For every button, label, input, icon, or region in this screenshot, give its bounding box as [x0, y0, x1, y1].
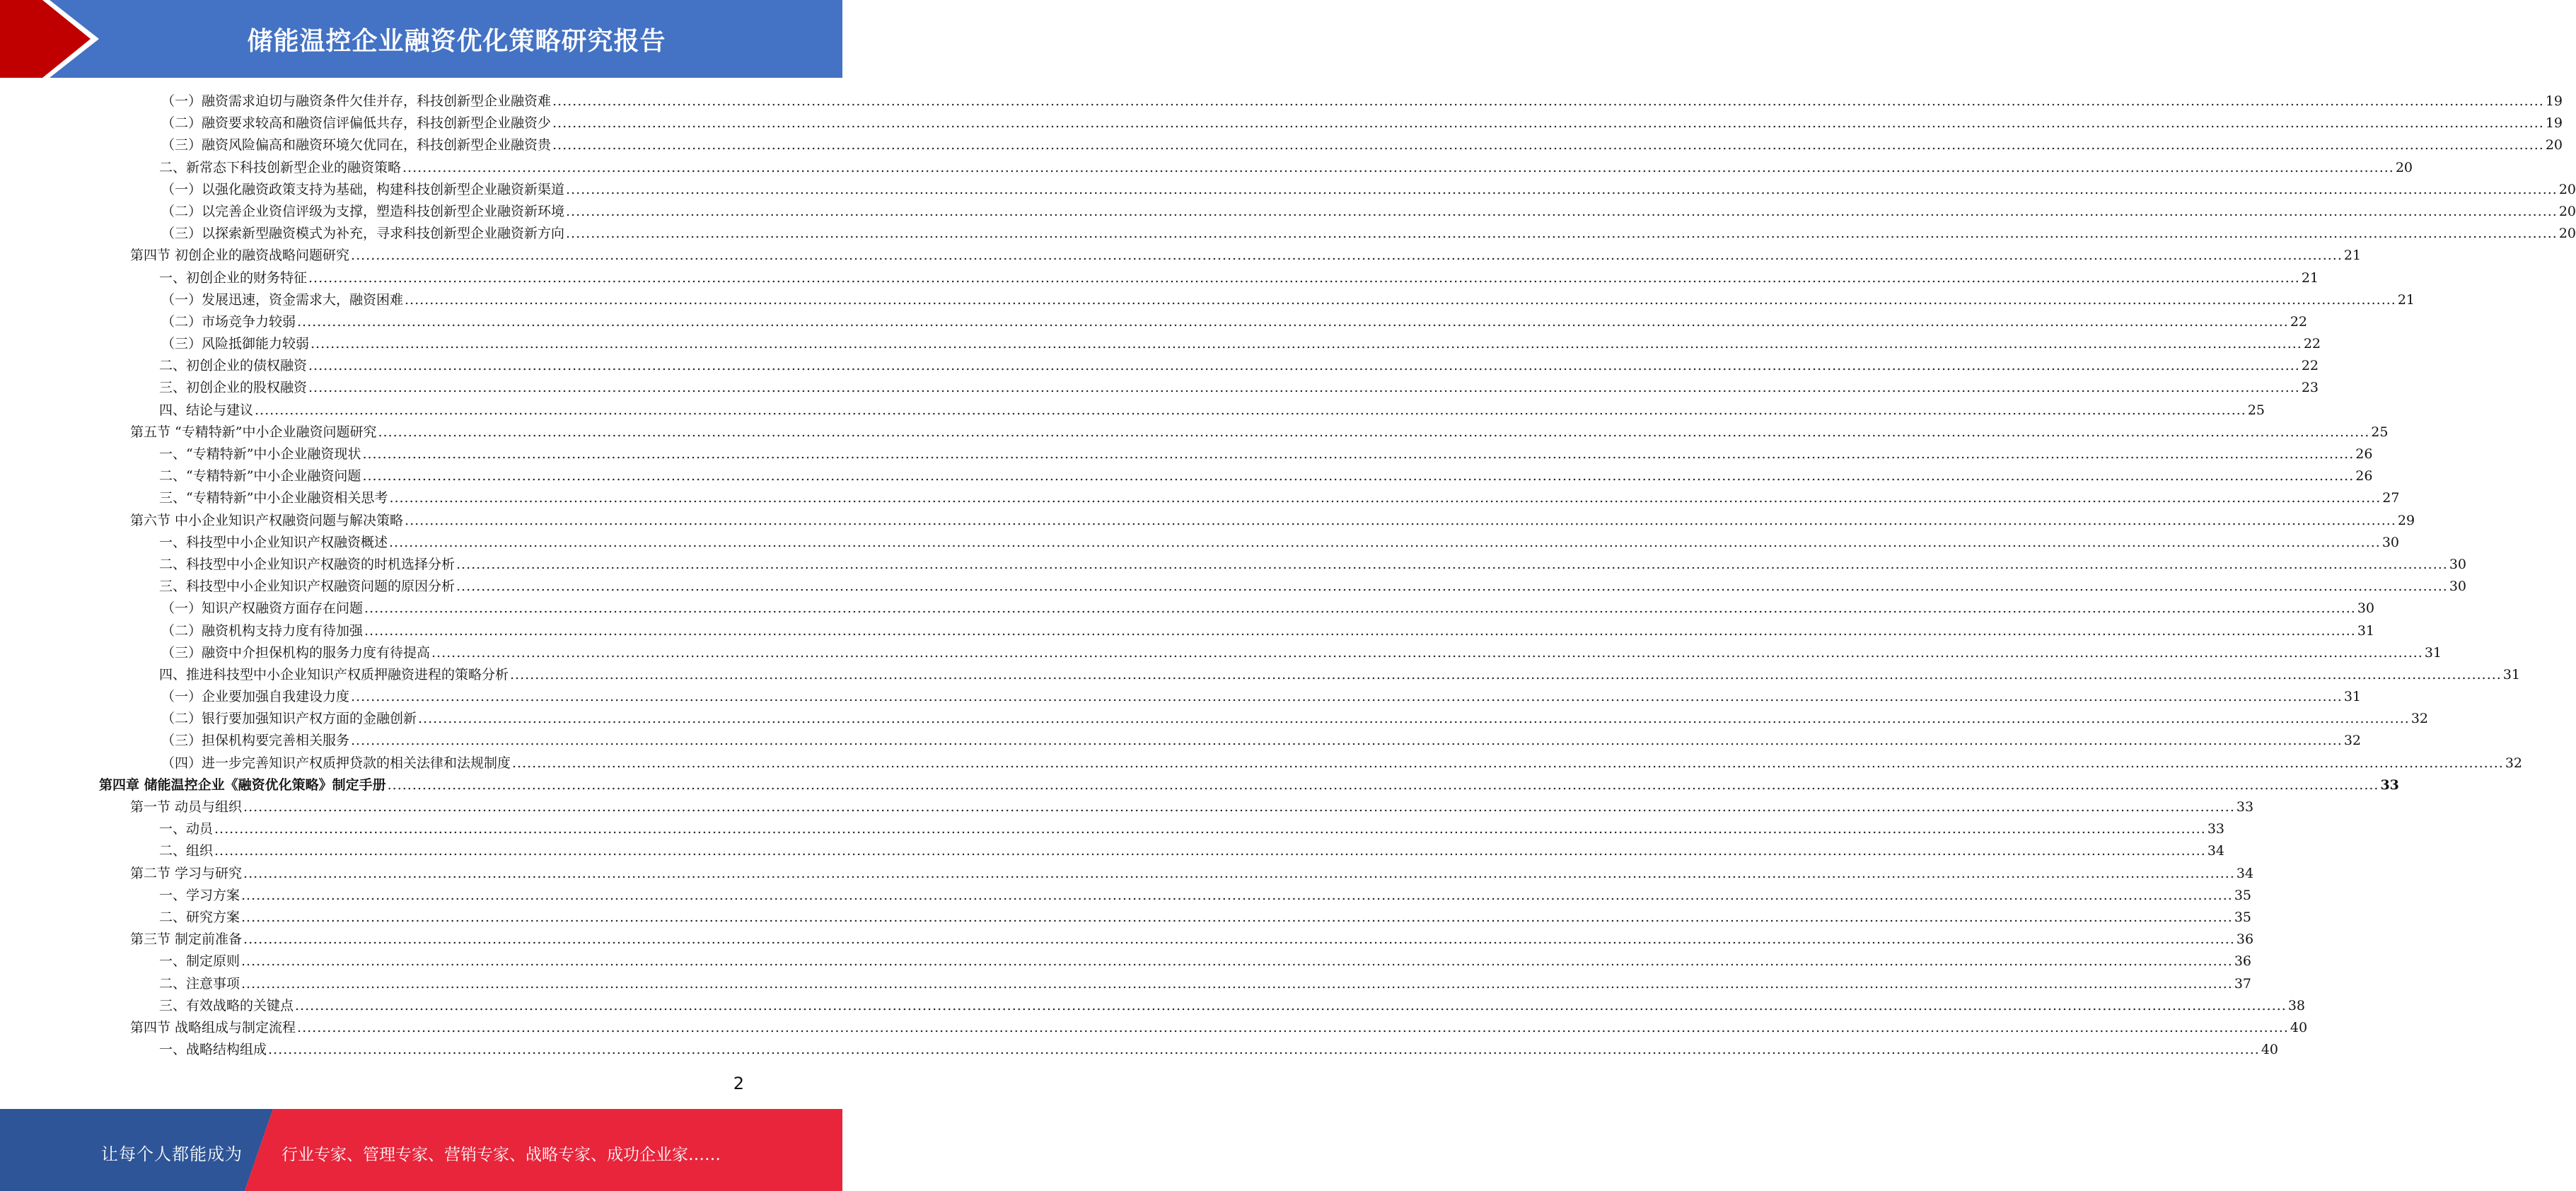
toc-dot-leader: ................................................................................................................................................................................................................................................................................................................................................................................................................ — [351, 689, 2343, 705]
toc-entry-title: 二、新常态下科技创新型企业的融资策略 — [159, 159, 402, 175]
toc-entry-title: 第五节 “专精特新”中小企业融资问题研究 — [130, 424, 377, 440]
toc-entry-page: 33 — [2236, 799, 2254, 815]
toc-entry-title: （三）融资中介担保机构的服务力度有待提高 — [161, 644, 431, 661]
toc-entry[interactable] — [99, 179, 2576, 201]
toc-entry[interactable] — [99, 223, 2576, 245]
page-header — [0, 0, 842, 78]
toc-entry[interactable] — [99, 686, 2362, 708]
toc-entry-title: 第四节 战略组成与制定流程 — [130, 1019, 296, 1035]
toc-dot-leader: ................................................................................................................................................................................................................................................................................................................................................................................................................ — [241, 975, 2233, 992]
toc-entry-page: 21 — [2397, 291, 2415, 308]
toc-dot-leader: ................................................................................................................................................................................................................................................................................................................................................................................................................ — [552, 137, 2544, 153]
toc-dot-leader: ................................................................................................................................................................................................................................................................................................................................................................................................................ — [552, 115, 2544, 132]
toc-entry-page: 35 — [2234, 887, 2252, 903]
toc-entry-page: 25 — [2247, 402, 2265, 418]
toc-dot-leader: ................................................................................................................................................................................................................................................................................................................................................................................................................ — [364, 600, 2356, 617]
toc-entry-page: 20 — [2558, 181, 2576, 197]
toc-dot-leader: ................................................................................................................................................................................................................................................................................................................................................................................................................ — [308, 380, 2300, 396]
toc-entry-title: （三）融资风险偏高和融资环境欠优同在，科技创新型企业融资贵 — [161, 137, 552, 153]
toc-entry-page: 21 — [2301, 269, 2319, 286]
footer-slogan-left: 让每个人都能成为 — [101, 1144, 243, 1164]
toc-entry[interactable] — [99, 1017, 2308, 1039]
toc-entry-title: 二、科技型中小企业知识产权融资的时机选择分析 — [159, 556, 456, 572]
toc-dot-leader: ................................................................................................................................................................................................................................................................................................................................................................................................................ — [243, 799, 2235, 815]
toc-entry-page: 30 — [2449, 556, 2467, 572]
toc-entry-title: 三、科技型中小企业知识产权融资问题的原因分析 — [159, 579, 456, 595]
toc-dot-leader: ................................................................................................................................................................................................................................................................................................................................................................................................................ — [566, 203, 2558, 219]
toc-entry-title: 四、推进科技型中小企业知识产权质押融资进程的策略分析 — [159, 666, 509, 682]
toc-entry[interactable] — [99, 576, 2467, 598]
toc-entry-page: 34 — [2207, 843, 2225, 859]
toc-entry-page: 19 — [2545, 115, 2563, 132]
toc-dot-leader: ................................................................................................................................................................................................................................................................................................................................................................................................................ — [431, 644, 2423, 661]
toc-entry-title: 二、组织 — [159, 843, 214, 859]
toc-entry-title: 一、战略结构组成 — [159, 1042, 267, 1058]
toc-entry-page: 36 — [2236, 931, 2254, 948]
toc-entry[interactable] — [99, 642, 2442, 664]
toc-entry-page: 20 — [2558, 203, 2576, 219]
toc-entry-title: （一）融资需求迫切与融资条件欠佳并存，科技创新型企业融资难 — [161, 93, 552, 109]
toc-entry-title: 第三节 制定前准备 — [130, 931, 243, 948]
toc-entry-page: 32 — [2343, 733, 2362, 749]
toc-entry-title: （三）担保机构要完善相关服务 — [161, 733, 350, 749]
toc-entry[interactable] — [99, 377, 2319, 399]
toc-entry[interactable] — [99, 267, 2319, 289]
page-number: 2 — [733, 1074, 744, 1093]
toc-dot-leader: ................................................................................................................................................................................................................................................................................................................................................................................................................ — [362, 468, 2355, 484]
toc-dot-leader: ................................................................................................................................................................................................................................................................................................................................................................................................................ — [297, 1019, 2289, 1035]
toc-entry[interactable] — [99, 796, 2254, 818]
toc-entry-page: 36 — [2234, 953, 2252, 970]
toc-entry-page: 26 — [2355, 468, 2373, 484]
toc-dot-leader: ................................................................................................................................................................................................................................................................................................................................................................................................................ — [214, 821, 2206, 837]
toc-dot-leader: ................................................................................................................................................................................................................................................................................................................................................................................................................ — [387, 777, 2379, 793]
toc-entry[interactable] — [99, 863, 2254, 885]
toc-entry-page: 30 — [2449, 579, 2467, 595]
toc-entry-page: 34 — [2236, 865, 2254, 881]
toc-dot-leader: ................................................................................................................................................................................................................................................................................................................................................................................................................ — [351, 248, 2343, 264]
toc-entry-page: 31 — [2343, 689, 2362, 705]
toc-entry-page: 30 — [2381, 534, 2400, 550]
toc-dot-leader: ................................................................................................................................................................................................................................................................................................................................................................................................................ — [552, 93, 2544, 109]
toc-dot-leader: ................................................................................................................................................................................................................................................................................................................................................................................................................ — [456, 556, 2448, 572]
toc-entry-page: 32 — [2505, 755, 2523, 771]
toc-dot-leader: ................................................................................................................................................................................................................................................................................................................................................................................................................ — [362, 446, 2355, 462]
toc-entry-page: 33 — [2380, 777, 2399, 793]
toc-entry-title: 三、初创企业的股权融资 — [159, 380, 308, 396]
toc-dot-leader: ................................................................................................................................................................................................................................................................................................................................................................................................................ — [311, 336, 2302, 352]
toc-entry-page: 21 — [2343, 248, 2362, 264]
toc-dot-leader: ................................................................................................................................................................................................................................................................................................................................................................................................................ — [405, 291, 2396, 308]
toc-entry-page: 40 — [2290, 1019, 2308, 1035]
toc-entry-title: 第六节 中小企业知识产权融资问题与解决策略 — [130, 512, 404, 528]
toc-dot-leader: ................................................................................................................................................................................................................................................................................................................................................................................................................ — [241, 909, 2233, 925]
toc-entry[interactable] — [99, 951, 2252, 972]
toc-dot-leader: ................................................................................................................................................................................................................................................................................................................................................................................................................ — [243, 931, 2235, 948]
toc-dot-leader: ................................................................................................................................................................................................................................................................................................................................................................................................................ — [364, 622, 2356, 639]
toc-dot-leader: ................................................................................................................................................................................................................................................................................................................................................................................................................ — [418, 711, 2410, 727]
toc-entry[interactable] — [99, 400, 2265, 422]
toc-entry-page: 20 — [2395, 159, 2413, 175]
toc-entry-title: 一、科技型中小企业知识产权融资概述 — [159, 534, 388, 550]
toc-dot-leader: ................................................................................................................................................................................................................................................................................................................................................................................................................ — [297, 313, 2289, 330]
toc-entry[interactable] — [99, 112, 2563, 134]
footer-slogan-right: 行业专家、管理专家、营销专家、战略专家、成功企业家…… — [282, 1146, 721, 1164]
toc-entry-page: 38 — [2287, 997, 2306, 1013]
toc-entry[interactable] — [99, 730, 2362, 752]
toc-entry[interactable] — [99, 157, 2413, 179]
toc-dot-leader: ................................................................................................................................................................................................................................................................................................................................................................................................................ — [214, 843, 2206, 859]
toc-entry-title: 一、学习方案 — [159, 887, 240, 903]
toc-entry-page: 32 — [2410, 711, 2429, 727]
toc-entry-title: （一）企业要加强自我建设力度 — [161, 689, 350, 705]
toc-entry-title: 二、初创企业的债权融资 — [159, 358, 308, 374]
toc-entry[interactable] — [99, 818, 2225, 840]
toc-entry[interactable] — [99, 907, 2252, 929]
toc-entry[interactable] — [99, 510, 2415, 532]
toc-entry[interactable] — [99, 443, 2373, 465]
toc-entry[interactable] — [99, 664, 2521, 686]
toc-entry-title: （一）知识产权融资方面存在问题 — [161, 600, 364, 617]
toc-entry-title: （三）风险抵御能力较弱 — [161, 336, 310, 352]
toc-entry-page: 20 — [2558, 226, 2576, 242]
toc-entry[interactable] — [99, 554, 2467, 576]
toc-entry-title: （二）融资要求较高和融资信评偏低共存，科技创新型企业融资少 — [161, 115, 552, 132]
toc-dot-leader: ................................................................................................................................................................................................................................................................................................................................................................................................................ — [268, 1042, 2260, 1058]
toc-entry-title: 一、“专精特新”中小企业融资现状 — [159, 446, 361, 462]
toc-entry[interactable] — [99, 532, 2400, 554]
toc-entry-page: 30 — [2357, 600, 2375, 617]
toc-entry-page: 22 — [2303, 336, 2321, 352]
toc-entry[interactable] — [99, 289, 2415, 311]
toc-dot-leader: ................................................................................................................................................................................................................................................................................................................................................................................................................ — [566, 181, 2558, 197]
toc-entry-page: 22 — [2301, 358, 2319, 374]
toc-dot-leader: ................................................................................................................................................................................................................................................................................................................................................................................................................ — [308, 358, 2300, 374]
toc-entry[interactable] — [99, 708, 2429, 730]
toc-dot-leader: ................................................................................................................................................................................................................................................................................................................................................................................................................ — [378, 424, 2370, 440]
toc-dot-leader: ................................................................................................................................................................................................................................................................................................................................................................................................................ — [255, 402, 2246, 418]
toc-entry-title: 一、初创企业的财务特征 — [159, 269, 308, 286]
toc-entry-page: 29 — [2397, 512, 2415, 528]
toc-entry-title: 二、“专精特新”中小企业融资问题 — [159, 468, 361, 484]
toc-entry-title: 第四章 储能温控企业《融资优化策略》制定手册 — [99, 777, 386, 793]
toc-entry[interactable] — [99, 753, 2523, 774]
toc-entry-page: 31 — [2357, 622, 2375, 639]
toc-dot-leader: ................................................................................................................................................................................................................................................................................................................................................................................................................ — [389, 490, 2381, 506]
toc-entry-title: 二、注意事项 — [159, 975, 240, 992]
header-title: 储能温控企业融资优化策略研究报告 — [247, 27, 666, 56]
toc-dot-leader: ................................................................................................................................................................................................................................................................................................................................................................................................................ — [512, 755, 2504, 771]
toc-entry[interactable] — [99, 885, 2252, 907]
toc-entry[interactable] — [99, 311, 2308, 333]
toc-entry-title: （二）融资机构支持力度有待加强 — [161, 622, 364, 639]
toc-entry-title: （三）以探索新型融资模式为补充，寻求科技创新型企业融资新方向 — [161, 226, 565, 242]
toc-entry[interactable] — [99, 995, 2306, 1017]
toc-entry-title: 三、有效战略的关键点 — [159, 997, 294, 1013]
toc-entry[interactable] — [99, 91, 2563, 112]
toc-entry[interactable] — [99, 465, 2373, 487]
toc-entry-page: 27 — [2382, 490, 2400, 506]
toc-entry-title: 一、动员 — [159, 821, 214, 837]
toc-entry[interactable] — [99, 134, 2563, 156]
toc-entry[interactable] — [99, 355, 2319, 377]
toc-entry-title: 三、“专精特新”中小企业融资相关思考 — [159, 490, 388, 506]
toc-entry-page: 20 — [2545, 137, 2563, 153]
toc-entry[interactable] — [99, 333, 2321, 355]
table-of-contents — [99, 91, 2576, 1061]
toc-entry-page: 26 — [2355, 446, 2373, 462]
toc-entry-page: 31 — [2424, 644, 2442, 661]
toc-entry-page: 31 — [2502, 666, 2521, 682]
page-footer — [0, 1109, 842, 1191]
toc-entry[interactable] — [99, 1039, 2279, 1061]
toc-entry-page: 40 — [2261, 1042, 2279, 1058]
toc-dot-leader: ................................................................................................................................................................................................................................................................................................................................................................................................................ — [308, 269, 2300, 286]
toc-entry-title: 四、结论与建议 — [159, 402, 254, 418]
toc-entry-page: 25 — [2371, 424, 2389, 440]
toc-entry[interactable] — [99, 201, 2576, 223]
toc-entry[interactable] — [99, 620, 2375, 642]
toc-entry-title: 第一节 动员与组织 — [130, 799, 243, 815]
toc-entry-title: （一）以强化融资政策支持为基础，构建科技创新型企业融资新渠道 — [161, 181, 565, 197]
toc-entry-page: 37 — [2234, 975, 2252, 992]
toc-entry-title: （四）进一步完善知识产权质押贷款的相关法律和法规制度 — [161, 755, 511, 771]
toc-dot-leader: ................................................................................................................................................................................................................................................................................................................................................................................................................ — [510, 666, 2502, 682]
toc-entry-page: 23 — [2301, 380, 2319, 396]
toc-dot-leader: ................................................................................................................................................................................................................................................................................................................................................................................................................ — [566, 226, 2558, 242]
toc-dot-leader: ................................................................................................................................................................................................................................................................................................................................................................................................................ — [456, 579, 2448, 595]
toc-entry[interactable] — [99, 774, 2399, 796]
toc-dot-leader: ................................................................................................................................................................................................................................................................................................................................................................................................................ — [405, 512, 2396, 528]
toc-entry-title: （二）银行要加强知识产权方面的金融创新 — [161, 711, 417, 727]
toc-entry[interactable] — [99, 422, 2389, 443]
toc-entry[interactable] — [99, 245, 2362, 267]
toc-entry-page: 22 — [2290, 313, 2308, 330]
toc-entry[interactable] — [99, 929, 2254, 951]
toc-entry[interactable] — [99, 598, 2375, 620]
toc-dot-leader: ................................................................................................................................................................................................................................................................................................................................................................................................................ — [243, 865, 2235, 881]
toc-dot-leader: ................................................................................................................................................................................................................................................................................................................................................................................................................ — [402, 159, 2394, 175]
toc-dot-leader: ................................................................................................................................................................................................................................................................................................................................................................................................................ — [351, 733, 2343, 749]
toc-entry[interactable] — [99, 487, 2400, 509]
toc-entry-title: 第四节 初创企业的融资战略问题研究 — [130, 248, 350, 264]
toc-entry[interactable] — [99, 973, 2252, 995]
toc-entry-title: 第二节 学习与研究 — [130, 865, 243, 881]
toc-entry-title: （二）市场竞争力较弱 — [161, 313, 296, 330]
toc-entry-page: 19 — [2545, 93, 2563, 109]
toc-entry-title: 一、制定原则 — [159, 953, 240, 970]
toc-dot-leader: ................................................................................................................................................................................................................................................................................................................................................................................................................ — [241, 953, 2233, 970]
toc-entry-page: 35 — [2234, 909, 2252, 925]
toc-dot-leader: ................................................................................................................................................................................................................................................................................................................................................................................................................ — [295, 997, 2287, 1013]
toc-entry-title: （二）以完善企业资信评级为支撑，塑造科技创新型企业融资新环境 — [161, 203, 565, 219]
toc-dot-leader: ................................................................................................................................................................................................................................................................................................................................................................................................................ — [389, 534, 2381, 550]
toc-entry-title: 二、研究方案 — [159, 909, 240, 925]
toc-dot-leader: ................................................................................................................................................................................................................................................................................................................................................................................................................ — [241, 887, 2233, 903]
toc-entry-title: （一）发展迅速，资金需求大，融资困难 — [161, 291, 404, 308]
toc-entry-page: 33 — [2207, 821, 2225, 837]
toc-entry[interactable] — [99, 840, 2225, 862]
